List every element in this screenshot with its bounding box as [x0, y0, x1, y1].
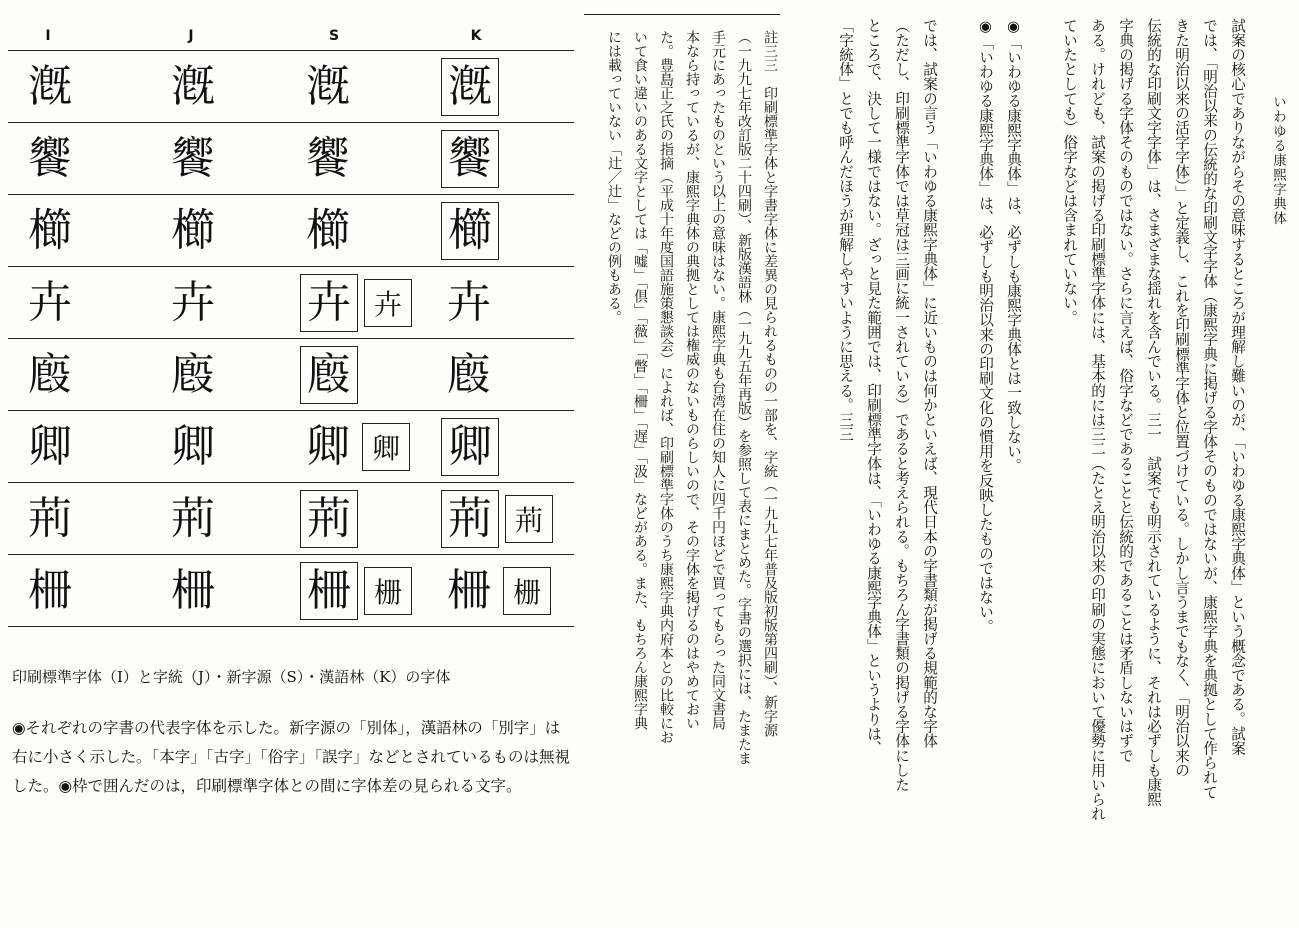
glyph-S: 櫛	[306, 204, 350, 256]
glyph-K: 柵	[447, 564, 491, 616]
body-column: きた明治以来の活字字体）」と定義し、これを印刷標準字体と位置づけている。しかし言うまでもなく、「明治以来の	[1173, 18, 1190, 778]
table-row	[8, 410, 574, 482]
table-row	[8, 338, 574, 410]
body-column: 「字統体」とでも呼んだほうが理解しやすいように思える。三三	[837, 18, 854, 442]
glyph-I: 卉	[28, 276, 72, 328]
cell-S	[300, 411, 410, 482]
glyph-K: 卉	[447, 276, 491, 328]
footnote-column: には載っていない「辻／辻」などの例もある。	[606, 30, 622, 324]
body-column: ◉「いわゆる康熙字典体」は、必ずしも明治以来の印刷文化の慣用を反映したものではない。	[977, 18, 994, 634]
glyph-K: 廏	[447, 348, 491, 400]
glyph-S: 廏	[300, 346, 358, 404]
glyph-I: 柵	[28, 564, 72, 616]
table-caption: 印刷標準字体（I）と字統（J）・新字源（S）・漢語林（K）の字体	[12, 668, 451, 686]
glyph-J: 櫛	[171, 204, 215, 256]
body-column: 字典の掲げる字体そのものではない。さらに言えば、俗字などであることと伝統的であることは矛盾しないはずで	[1117, 18, 1134, 763]
header-K: K	[470, 28, 482, 44]
glyph-J: 荊	[171, 492, 215, 544]
cell-K	[441, 123, 499, 194]
glyph-J: 漑	[171, 60, 215, 112]
cell-I	[22, 51, 78, 122]
glyph-I: 漑	[28, 60, 72, 112]
glyph-K: 饗	[441, 130, 499, 188]
cell-J	[165, 339, 221, 410]
body-column: ◉「いわゆる康熙字典体」は、必ずしも康熙字典体とは一致しない。	[1005, 18, 1022, 473]
cell-J	[165, 483, 221, 554]
cell-J	[165, 51, 221, 122]
glyph-I: 廏	[28, 348, 72, 400]
glyph-S: 卿	[306, 420, 350, 472]
cell-J	[165, 267, 221, 338]
glyph-K: 漑	[441, 58, 499, 116]
cell-S	[300, 51, 356, 122]
glyph-J: 廏	[171, 348, 215, 400]
cell-S	[300, 195, 356, 266]
cell-J	[165, 123, 221, 194]
cell-S	[300, 555, 412, 626]
glyph-S: 漑	[306, 60, 350, 112]
cell-K	[441, 339, 497, 410]
body-column: 試案の核心でありながらその意味するところが理解し難いのが、「いわゆる康熙字典体」という概念である。試案	[1229, 18, 1246, 756]
glyph-I: 櫛	[28, 204, 72, 256]
footnote-rule	[584, 14, 780, 15]
cell-I	[22, 267, 78, 338]
footnote-column: （一九九七年改訂版二十四刷）、新版漢語林（一九九五年再版）を参照して表にまとめた。字書の選択には、たまたま	[736, 30, 752, 765]
cell-I	[22, 483, 78, 554]
glyph-I: 卿	[28, 420, 72, 472]
glyph-J: 卉	[171, 276, 215, 328]
variant-glyph-K: 栅	[503, 567, 551, 615]
body-column: ある。けれども、試案の掲げる印刷標準字体には、基本的には三二（たとえ明治以来の印刷の実態において優勢に用いられ	[1089, 18, 1106, 821]
body-column: ところで、決して一様ではない。ざっと見た範囲では、印刷標準字体は、「いわゆる康熙字典体」というよりは、	[865, 18, 882, 756]
glyph-I: 荊	[28, 492, 72, 544]
footnote-column: た。豊島正之氏の指摘（平成十年度国語施策懇談会）によれば、印刷標準字体のうち康熙字典内府本との比較にお	[658, 30, 674, 744]
variant-glyph-S: 栅	[364, 567, 412, 615]
footnote-column: 本なら持っているが、康熙字典体の典拠としては権威のないものらしいので、その字体を掲げるのはやめておい	[684, 30, 700, 730]
cell-S	[300, 123, 356, 194]
running-head: いわゆる康煕字典体	[1270, 95, 1286, 226]
glyph-K: 卿	[441, 418, 499, 476]
cell-K	[441, 267, 497, 338]
cell-S	[300, 267, 412, 338]
table-row	[8, 50, 574, 122]
cell-I	[22, 195, 78, 266]
cell-K	[441, 555, 551, 626]
body-column: （ただし、印刷標準字体では草冠は三画に統一されている）であると考えられる。もちろん字書類の掲げる字体にした	[893, 18, 910, 792]
header-I: I	[45, 28, 51, 44]
glyph-J: 柵	[171, 564, 215, 616]
body-column: 伝統的な印刷文字字体」は、さまざまな揺れを含んでいる。三一 試案でも明示されているように、それは必ずしも康熙	[1145, 18, 1162, 807]
body-column	[1028, 18, 1054, 918]
table-notes: ◉それぞれの字書の代表字体を示した。新字源の「別体」，漢語林の「別字」は右に小さく示した。「本字」「古字」「俗字」「誤字」などとされているものは無視した。◉枠で囲んだのは，印刷標準字体との間に字体差の見られる文字。	[12, 719, 571, 795]
table-header-row	[8, 28, 574, 50]
body-column: ていたとしても）俗字などは含まれていない。	[1061, 18, 1078, 325]
footnote-column: 註三三 印刷標準字体と字書字体に差異の見られるものの一部を、字統（一九九七年普及版初版第四刷）、新字源	[762, 30, 778, 737]
cell-J	[165, 555, 221, 626]
cell-K	[441, 483, 553, 554]
glyph-comparison-table	[8, 28, 574, 627]
table-row	[8, 266, 574, 338]
cell-S	[300, 483, 358, 554]
cell-J	[165, 411, 221, 482]
cell-K	[441, 411, 499, 482]
cell-K	[441, 195, 499, 266]
table-row	[8, 482, 574, 554]
body-column: では、「明治以来の伝統的な印刷文字字体（康熙字典に掲げる字体そのものではないが、康熙字典を典拠として作られて	[1201, 18, 1218, 800]
glyph-S: 卉	[300, 274, 358, 332]
glyph-J: 卿	[171, 420, 215, 472]
glyph-K: 荊	[441, 490, 499, 548]
cell-I	[22, 411, 78, 482]
cell-S	[300, 339, 358, 410]
glyph-S: 柵	[300, 562, 358, 620]
cell-I	[22, 339, 78, 410]
cell-I	[22, 123, 78, 194]
glyph-S: 荊	[300, 490, 358, 548]
variant-glyph-S: 卿	[362, 423, 410, 471]
body-column: では、試案の言う「いわゆる康熙字典体」に近いものは何かといえば、現代日本の字書類が掲げる規範的な字体	[921, 18, 938, 748]
variant-glyph-K: 荊	[505, 495, 553, 543]
body-column	[944, 18, 970, 918]
glyph-S: 饗	[306, 132, 350, 184]
cell-K	[441, 51, 499, 122]
glyph-K: 櫛	[441, 202, 499, 260]
cell-I	[22, 555, 78, 626]
table-body	[8, 50, 574, 627]
header-S: S	[328, 28, 340, 44]
glyph-J: 饗	[171, 132, 215, 184]
footnote-column: いて食い違いのある文字としては「嘘」「倶」「薇」「瞥」「柵」「遅」「汲」などがある。また、もちろん康熙字典	[632, 30, 648, 730]
cell-J	[165, 195, 221, 266]
header-J: J	[188, 28, 194, 44]
variant-glyph-S: 卉	[364, 279, 412, 327]
table-row	[8, 194, 574, 266]
table-row	[8, 554, 574, 627]
footnote-column: 手元にあったものという以上の意味はない。康熙字典も台湾在住の知人に四千円ほどで買ってもらった同文書局	[710, 30, 726, 730]
glyph-I: 饗	[28, 132, 72, 184]
table-row	[8, 122, 574, 194]
